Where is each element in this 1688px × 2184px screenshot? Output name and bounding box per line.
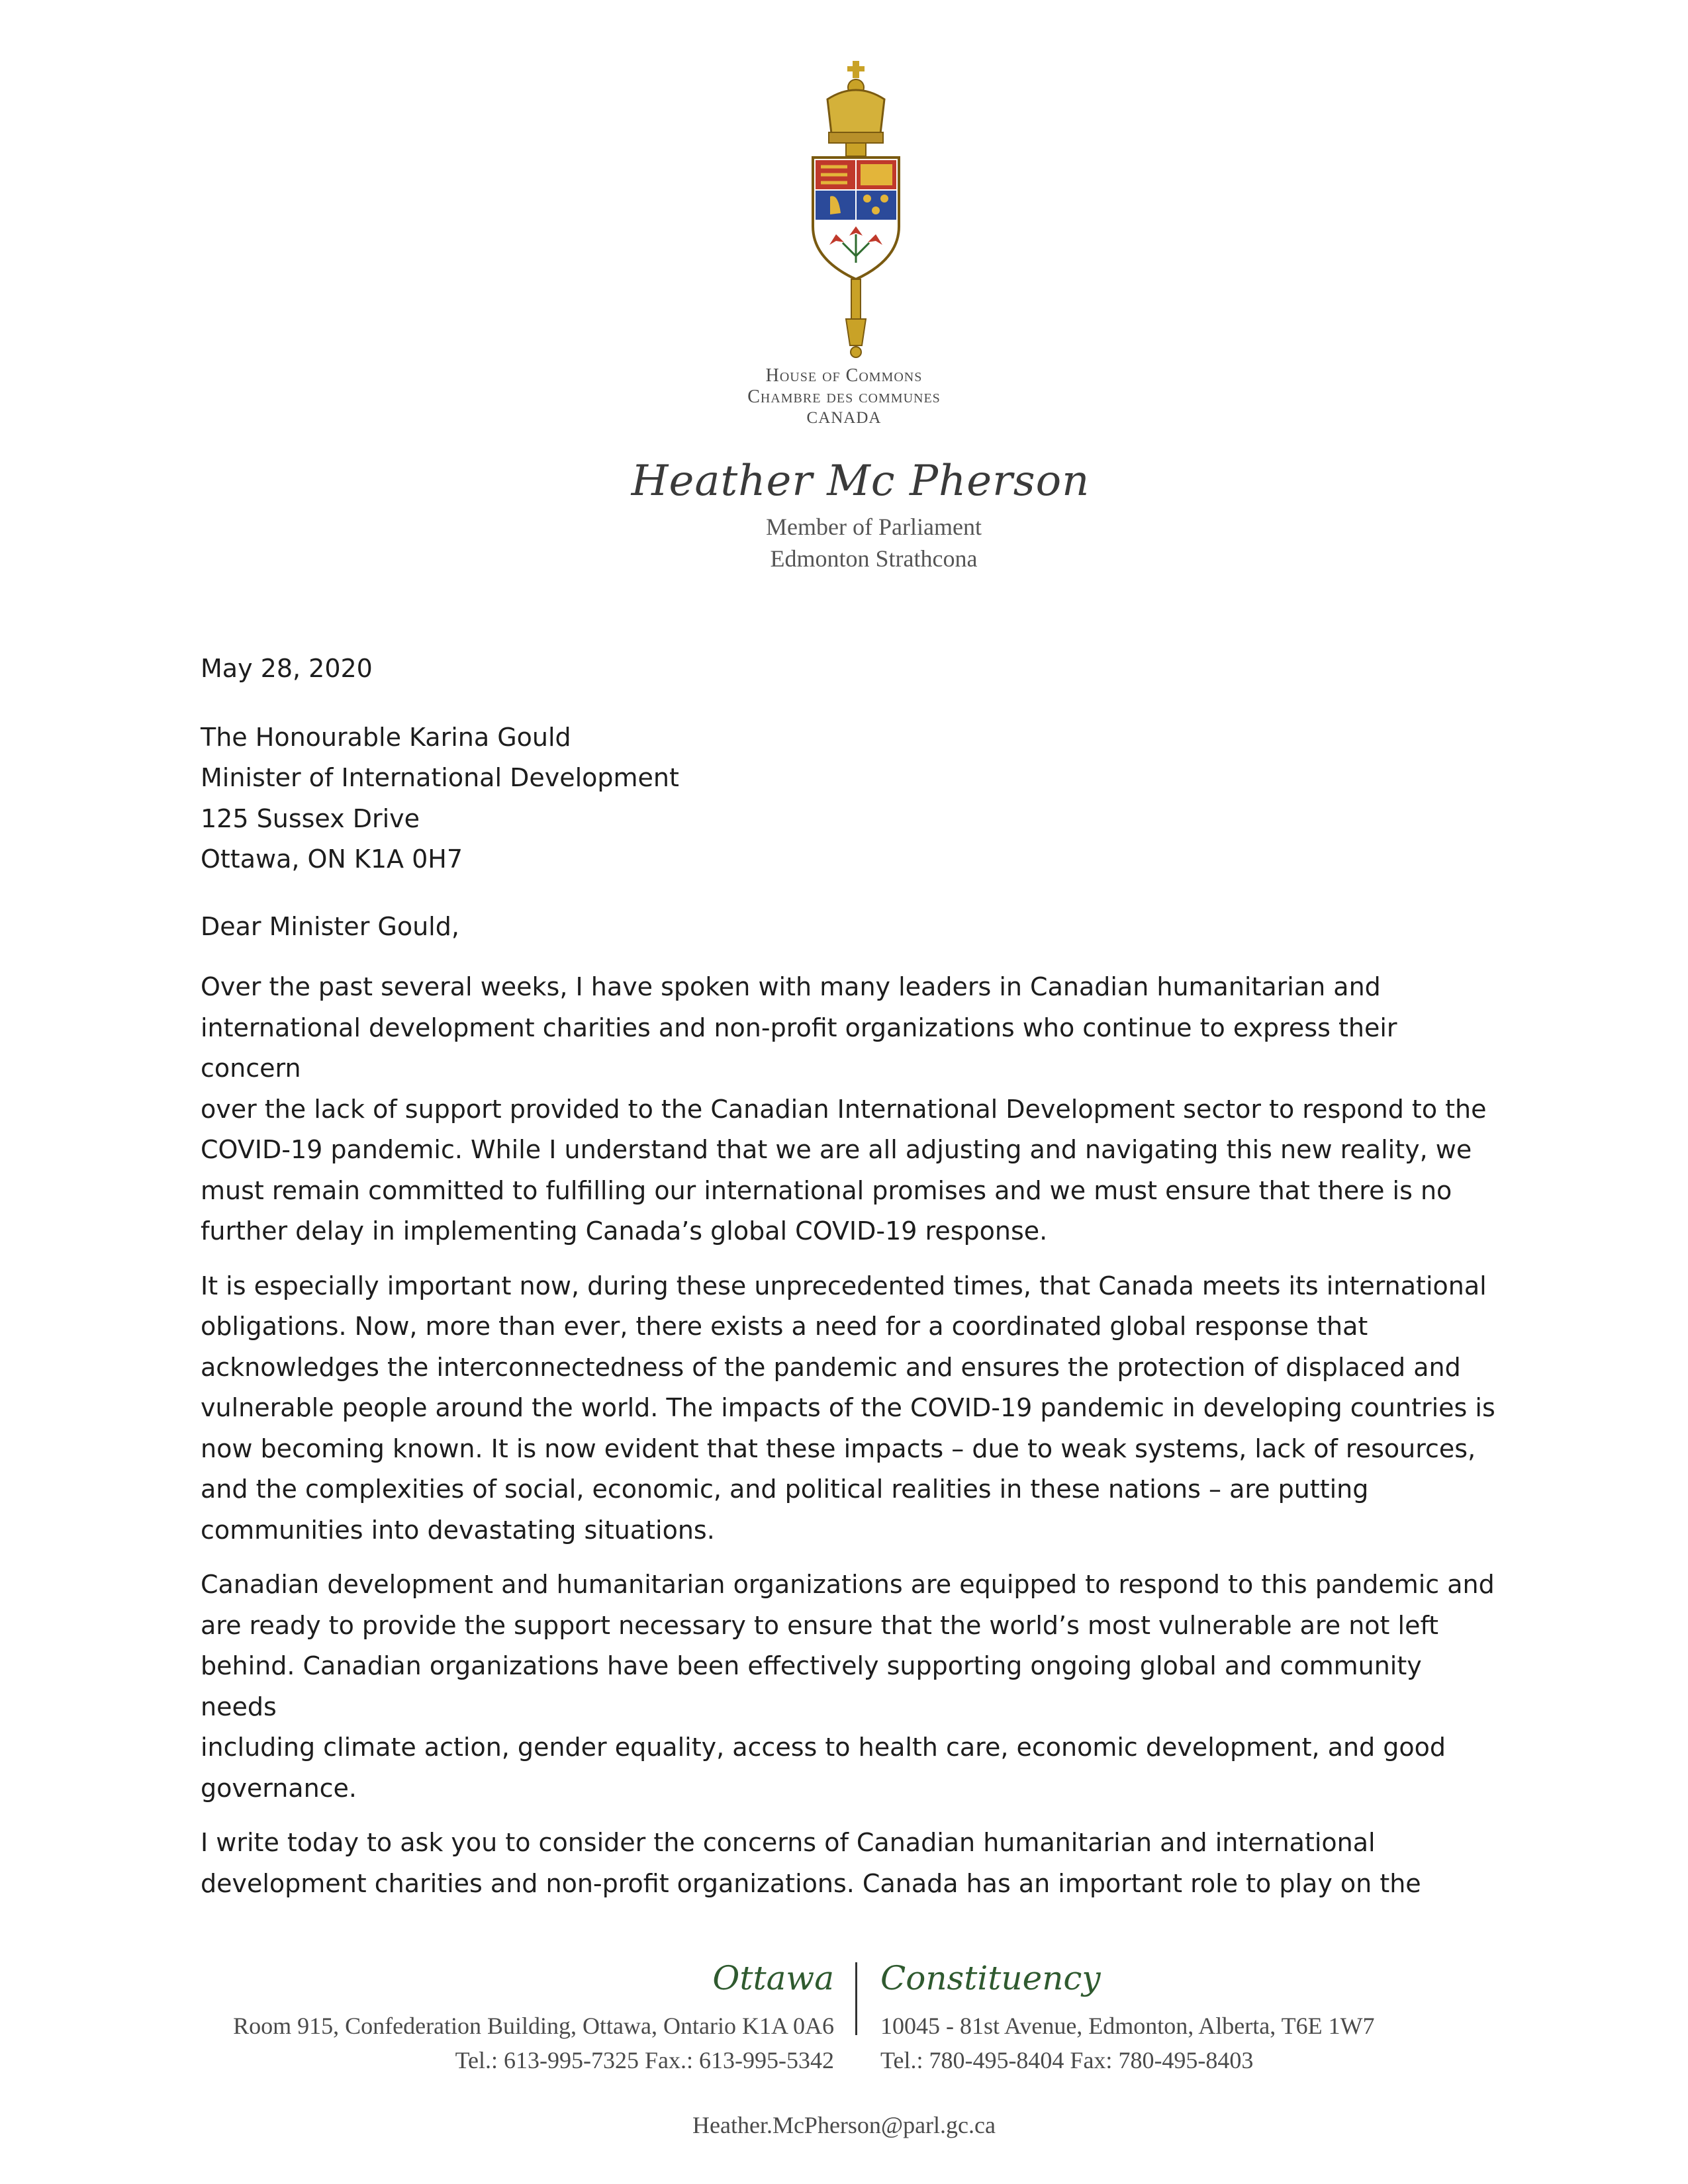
text-line: including climate action, gender equality, access to health care, economic development, and good bbox=[201, 1733, 1446, 1762]
paragraph-4 bbox=[201, 1823, 1498, 1904]
recipient-line: Minister of International Development bbox=[201, 763, 679, 792]
text-line: It is especially important now, during these unprecedented times, that Canada meets its international bbox=[201, 1271, 1487, 1300]
text-line: I write today to ask you to consider the concerns of Canadian humanitarian and international bbox=[201, 1828, 1376, 1857]
text-line: must remain committed to fulfilling our international promises and we must ensure that there is no bbox=[201, 1175, 1452, 1205]
paragraph-2 bbox=[201, 1266, 1498, 1551]
footer-divider bbox=[855, 1962, 857, 2035]
text-line: governance. bbox=[201, 1773, 357, 1803]
text-line: Over the past several weeks, I have spoken with many leaders in Canadian humanitarian and bbox=[201, 972, 1381, 1001]
recipient-line: Ottawa, ON K1A 0H7 bbox=[201, 844, 463, 874]
ottawa-phone: Tel.: 613-995-7325 Fax.: 613-995-5342 bbox=[455, 2047, 834, 2073]
house-fr: Chambre des communes bbox=[747, 387, 941, 407]
recipient-address bbox=[201, 717, 1498, 880]
text-line: development charities and non-profit organizations. Canada has an important role to play on the bbox=[201, 1868, 1421, 1898]
text-line: Canadian development and humanitarian organizations are equipped to respond to this pandemic and bbox=[201, 1570, 1495, 1599]
letter-body bbox=[201, 649, 1498, 1918]
text-line: communities into devastating situations. bbox=[201, 1515, 715, 1545]
letter-date: May 28, 2020 bbox=[201, 654, 373, 683]
house-of-commons-crest-icon bbox=[806, 61, 906, 359]
mp-role: Member of Parliament bbox=[766, 514, 982, 540]
constituency-phone: Tel.: 780-495-8404 Fax: 780-495-8403 bbox=[880, 2047, 1254, 2073]
house-heading bbox=[0, 365, 1688, 429]
constituency-heading: Constituency bbox=[880, 1959, 1101, 1997]
constituency-office bbox=[880, 2009, 1609, 2077]
constituency-address: 10045 - 81st Avenue, Edmonton, Alberta, T6E 1W7 bbox=[880, 2013, 1375, 2039]
recipient-line: The Honourable Karina Gould bbox=[201, 722, 571, 752]
text-line: are ready to provide the support necessary to ensure that the world’s most vulnerable are not left bbox=[201, 1610, 1439, 1640]
house-en: House of Commons bbox=[765, 365, 923, 386]
text-line: acknowledges the interconnectedness of the pandemic and ensures the protection of displaced and bbox=[201, 1352, 1461, 1382]
text-line: COVID-19 pandemic. While I understand that we are all adjusting and navigating this new reality, we bbox=[201, 1135, 1472, 1164]
ottawa-address: Room 915, Confederation Building, Ottawa, Ontario K1A 0A6 bbox=[233, 2013, 834, 2039]
country: CANADA bbox=[806, 409, 882, 427]
ottawa-heading: Ottawa bbox=[712, 1959, 834, 1997]
paragraph-1 bbox=[201, 967, 1498, 1252]
mp-title-block bbox=[662, 511, 1086, 574]
recipient-line: 125 Sussex Drive bbox=[201, 803, 420, 833]
ottawa-office bbox=[99, 2009, 834, 2077]
text-line: vulnerable people around the world. The impacts of the COVID-19 pandemic in developing countries is bbox=[201, 1393, 1495, 1422]
text-line: further delay in implementing Canada’s global COVID-19 response. bbox=[201, 1216, 1048, 1246]
text-line: obligations. Now, more than ever, there exists a need for a coordinated global response that bbox=[201, 1312, 1368, 1341]
email-address[interactable]: Heather.McPherson@parl.gc.ca bbox=[692, 2112, 996, 2138]
text-line: over the lack of support provided to the Canadian International Development sector to respond to the bbox=[201, 1094, 1487, 1124]
mp-riding: Edmonton Strathcona bbox=[770, 545, 978, 572]
text-line: and the complexities of social, economic, and political realities in these nations – are putting bbox=[201, 1475, 1369, 1504]
text-line: international development charities and non-profit organizations who continue to express their concern bbox=[201, 1013, 1397, 1083]
mp-name: Heather Mc Pherson bbox=[631, 457, 1090, 506]
salutation: Dear Minister Gould, bbox=[201, 911, 459, 941]
text-line: behind. Canadian organizations have been effectively supporting ongoing global and community needs bbox=[201, 1651, 1422, 1721]
text-line: now becoming known. It is now evident that these impacts – due to weak systems, lack of resources, bbox=[201, 1433, 1476, 1463]
paragraph-3 bbox=[201, 1565, 1498, 1809]
